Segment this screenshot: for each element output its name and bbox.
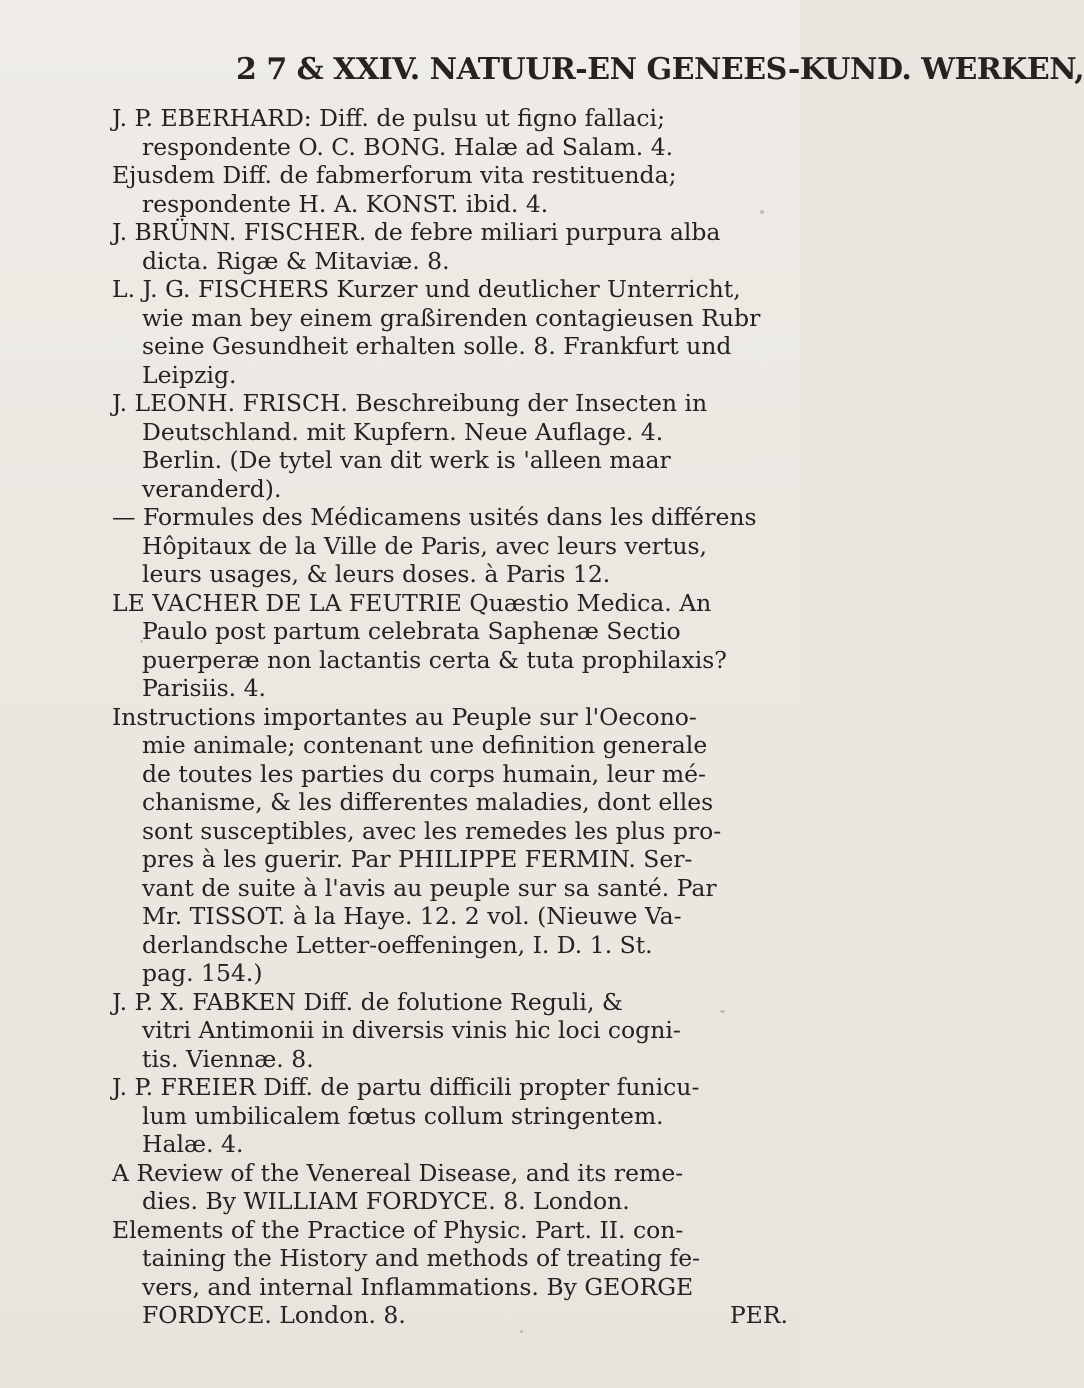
text-line: respondente H. A. KONST. ibid. 4. <box>142 189 549 218</box>
text-line: derlandsche Letter-oeffeningen, I. D. 1. St. <box>142 930 653 959</box>
text-line: pag. 154.) <box>142 959 263 987</box>
catchword: PER. <box>729 1301 788 1329</box>
running-header: 2 7 & XXIV. NATUUR-EN GENEES-KUND. WERKEN, <box>236 52 1084 87</box>
text-line: J. P. FREIER Diff. de partu difficili propter funicu- <box>112 1073 700 1101</box>
text-line: seine Gesundheit erhalten solle. 8. Frankfurt und <box>142 332 732 360</box>
text-line: Deutschland. mit Kupfern. Neue Auflage. 4. <box>142 417 664 446</box>
text-line: L. J. G. FISCHERS Kurzer und deutlicher Unterricht, <box>112 275 741 303</box>
text-line: chanisme, & les differentes maladies, dont elles <box>142 788 714 816</box>
text-line: Paulo post partum celebrata Saphenæ Sectio <box>142 617 681 645</box>
print-speck <box>760 210 764 214</box>
text-line: LE VACHER DE LA FEUTRIE Quæstio Medica. An <box>112 588 712 617</box>
text-line: — Formules des Médicamens usités dans les différens <box>112 503 757 531</box>
text-line: wie man bey einem graßirenden contagieusen Rubr <box>142 303 761 332</box>
text-line: J. BRÜNN. FISCHER. de febre miliari purpura alba <box>112 218 721 246</box>
text-line: Ejusdem Diff. de fabmerforum vita restituenda; <box>112 161 677 189</box>
text-line: J. LEONH. FRISCH. Beschreibung der Insecten in <box>112 389 708 417</box>
text-line: puerperæ non lactantis certa & tuta prophilaxis? <box>142 645 727 674</box>
text-line: mie animale; contenant une definition generale <box>142 731 708 759</box>
text-line: vers, and internal Inflammations. By GEORGE <box>142 1272 694 1301</box>
text-line: leurs usages, & leurs doses. à Paris 12. <box>142 560 611 588</box>
text-line: FORDYCE. London. 8. PER. <box>142 1301 788 1329</box>
text-line: taining the History and methods of treating fe- <box>142 1244 701 1272</box>
text-line: Instructions importantes au Peuple sur l'Oecono- <box>112 702 697 731</box>
text-line: Parisiis. 4. <box>142 674 267 702</box>
text-line: vitri Antimonii in diversis vinis hic loci cogni- <box>142 1016 681 1044</box>
print-speck <box>520 1330 523 1333</box>
bibliography-list <box>112 104 794 1330</box>
text-line: sont susceptibles, avec les remedes les plus pro- <box>142 816 722 845</box>
text-line: Berlin. (De tytel van dit werk is 'alleen maar <box>142 446 671 474</box>
text-line: pres à les guerir. Par PHILIPPE FERMIN. Ser- <box>142 845 693 873</box>
text-line: de toutes les parties du corps humain, leur mé- <box>142 759 706 788</box>
text-line: lum umbilicalem fœtus collum stringentem. <box>142 1101 664 1130</box>
text-line: J. P. EBERHARD: Diff. de pulsu ut figno fallaci; <box>112 104 665 132</box>
text-line: A Review of the Venereal Disease, and its reme- <box>112 1158 684 1187</box>
text-line: tis. Viennæ. 8. <box>142 1044 314 1073</box>
print-speck <box>140 640 143 643</box>
text-line: Hôpitaux de la Ville de Paris, avec leurs vertus, <box>142 531 708 560</box>
text-line: dies. By WILLIAM FORDYCE. 8. London. <box>142 1187 630 1215</box>
text-line: vant de suite à l'avis au peuple sur sa santé. Par <box>142 873 717 902</box>
text-line: dicta. Rigæ & Mitaviæ. 8. <box>142 246 450 275</box>
text-line: Elements of the Practice of Physic. Part. II. con- <box>112 1215 684 1244</box>
text-line: veranderd). <box>142 474 282 503</box>
text-line: Mr. TISSOT. à la Haye. 12. 2 vol. (Nieuwe Va- <box>142 902 682 930</box>
text-line: respondente O. C. BONG. Halæ ad Salam. 4. <box>142 132 674 161</box>
text-line: Leipzig. <box>142 360 237 389</box>
print-speck <box>720 1010 725 1013</box>
text-line: Halæ. 4. <box>142 1130 244 1158</box>
text-line: J. P. X. FABKEN Diff. de folutione Reguli, & <box>112 987 623 1016</box>
